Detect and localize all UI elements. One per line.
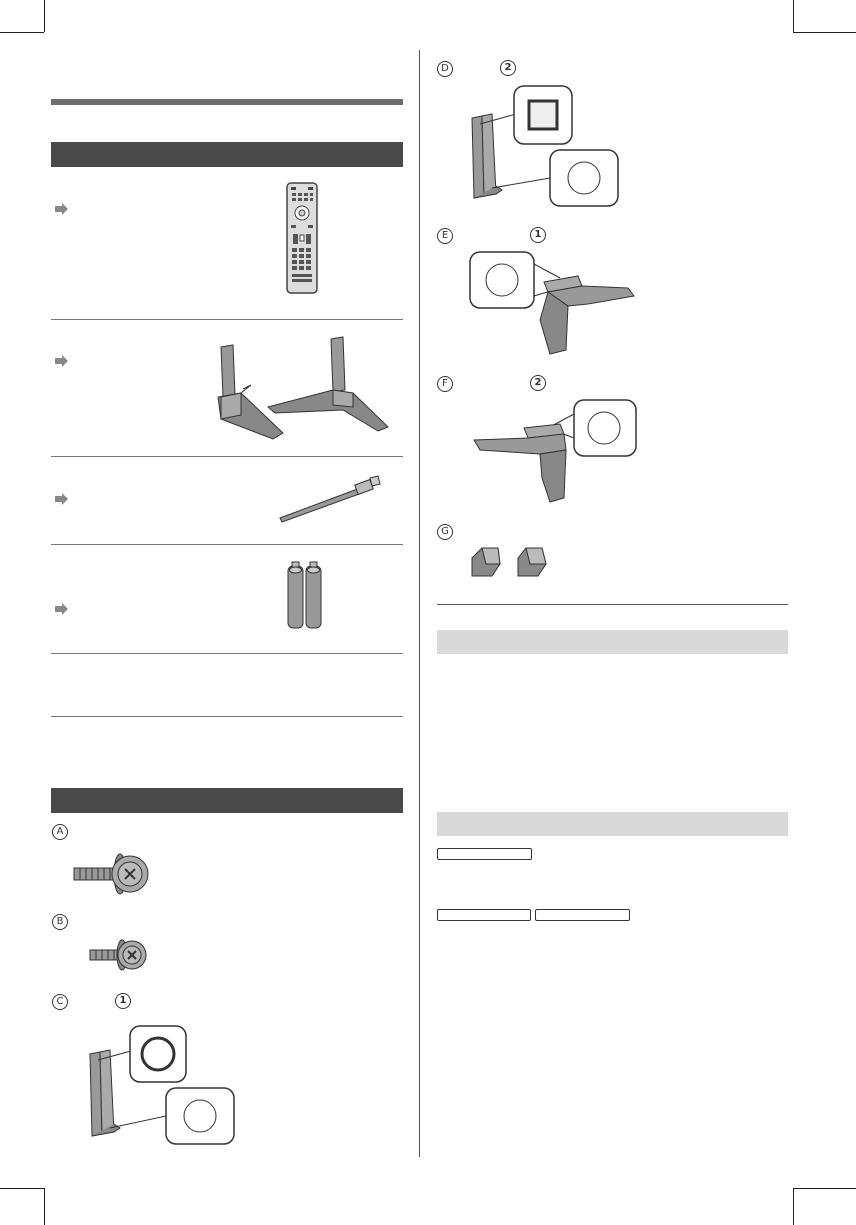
row-divider-5	[51, 716, 403, 717]
stand-illustration	[213, 335, 393, 441]
right-arrow-icon	[55, 203, 69, 215]
model-label-box-3	[535, 909, 630, 921]
stand-leg-e-illustration	[468, 250, 640, 358]
model-label-box-1	[437, 848, 532, 860]
crop-mark-top-left-v	[44, 0, 45, 32]
marker-f: F	[437, 376, 453, 392]
number-1-c: 1	[115, 993, 131, 1009]
crop-mark-top-right-v	[793, 0, 794, 32]
crop-mark-bottom-left	[0, 1188, 44, 1189]
right-arrow-icon	[55, 355, 69, 367]
marker-a: A	[52, 824, 68, 840]
marker-c: C	[52, 994, 68, 1010]
right-arrow-icon	[55, 493, 69, 505]
right-divider	[437, 604, 788, 605]
bracket-c-illustration	[84, 1024, 240, 1148]
batteries-illustration	[286, 560, 324, 630]
row-divider-2	[51, 456, 403, 457]
section-header-bar-2	[437, 812, 788, 836]
cover-g-illustration	[468, 544, 552, 580]
model-label-box-2	[437, 909, 531, 921]
stand-leg-f-illustration	[470, 398, 640, 506]
row-divider-1	[51, 319, 403, 320]
assembly-parts-header-bar	[51, 788, 403, 813]
crop-mark-bottom-left-v	[44, 1188, 45, 1225]
marker-d: D	[437, 61, 453, 77]
cable-tie-illustration	[278, 474, 382, 524]
bracket-d-illustration	[466, 84, 622, 210]
crop-mark-bottom-right-v	[793, 1188, 794, 1225]
row-divider-3	[51, 544, 403, 545]
screw-b-illustration	[90, 938, 154, 974]
right-arrow-icon	[55, 603, 69, 615]
crop-mark-bottom-right	[793, 1188, 856, 1189]
remote-control-illustration	[286, 182, 318, 294]
marker-g: G	[437, 524, 453, 540]
marker-b: B	[52, 914, 68, 930]
column-divider	[419, 50, 420, 1157]
screw-a-illustration	[74, 850, 150, 898]
section-header-bar-1	[437, 630, 788, 654]
title-rule	[51, 99, 403, 105]
marker-e: E	[437, 228, 453, 244]
accessories-header-bar	[51, 142, 403, 167]
number-2-f: 2	[530, 375, 546, 391]
number-1-e: 1	[530, 227, 546, 243]
row-divider-4	[51, 653, 403, 654]
number-2-d: 2	[500, 60, 516, 76]
crop-mark-top-left	[0, 32, 44, 33]
crop-mark-top-right	[793, 32, 856, 33]
